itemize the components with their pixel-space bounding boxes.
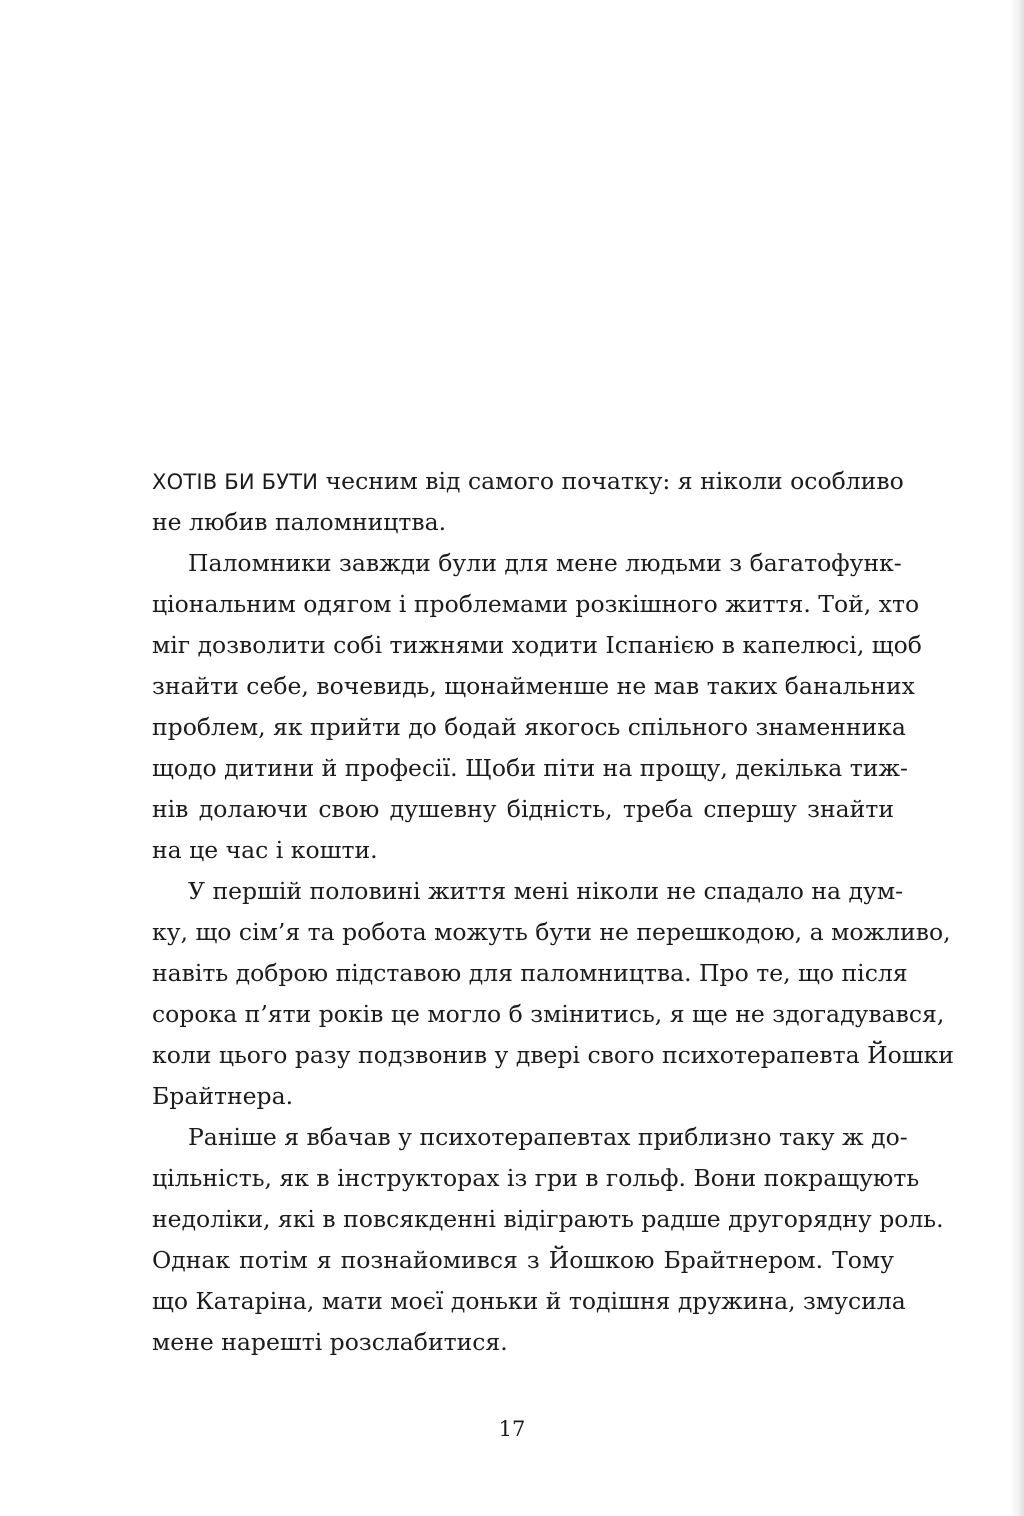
text-line: Раніше я вбачав у психотерапевтах приблизно таку ж до-: [188, 1123, 908, 1151]
page-edge-shadow: [1010, 0, 1024, 1516]
text-line: проблем, як прийти до бодай якогось спільного знаменника: [152, 713, 906, 741]
text-line: коли цього разу подзвонив у двері свого психотерапевта Йошки: [152, 1041, 954, 1069]
text-line: ХОТІВ БИ БУТИ чесним від самого початку: я ніколи особливо: [152, 467, 904, 495]
text-line: Брайтнера.: [152, 1082, 294, 1110]
text-line: мене нарешті розслабитися.: [152, 1328, 508, 1356]
text-line: щодо дитини й професії. Щоби піти на прощу, декілька тиж-: [152, 754, 908, 782]
text-line: ціональним одягом і проблемами розкішного життя. Той, хто: [152, 590, 920, 618]
lead-in-caps: ХОТІВ БИ БУТИ: [152, 470, 319, 494]
text-line: на це час і кошти.: [152, 836, 378, 864]
page-number: 17: [498, 1417, 526, 1441]
text-line: цільність, як в інструкторах із гри в гольф. Вони покращують: [152, 1164, 920, 1192]
text-line: У першій половині життя мені ніколи не спадало на дум-: [188, 877, 904, 905]
text-line: міг дозволити собі тижнями ходити Іспанією в капелюсі, щоб: [152, 631, 922, 659]
text-line: нів долаючи свою душевну бідність, треба спершу знайти: [152, 795, 894, 823]
text-line: Однак потім я познайомився з Йошкою Брайтнером. Тому: [152, 1246, 894, 1274]
text-line: Паломники завжди були для мене людьми з багатофунк-: [188, 549, 902, 577]
text-line: не любив паломництва.: [152, 508, 447, 536]
text-line: знайти себе, вочевидь, щонайменше не мав таких банальних: [152, 672, 915, 700]
text-line: навіть доброю підставою для паломництва. Про те, що після: [152, 959, 908, 987]
text-line: недоліки, які в повсякденні відіграють радше другорядну роль.: [152, 1205, 944, 1233]
body-text: [152, 461, 954, 1363]
text-line: що Катаріна, мати моєї доньки й тодішня дружина, змусила: [152, 1287, 906, 1315]
text-line: сорока п’яти років це могло б змінитись, я ще не здогадувався,: [152, 1000, 945, 1028]
text-line: ку, що сім’я та робота можуть бути не перешкодою, а можливо,: [152, 918, 951, 946]
